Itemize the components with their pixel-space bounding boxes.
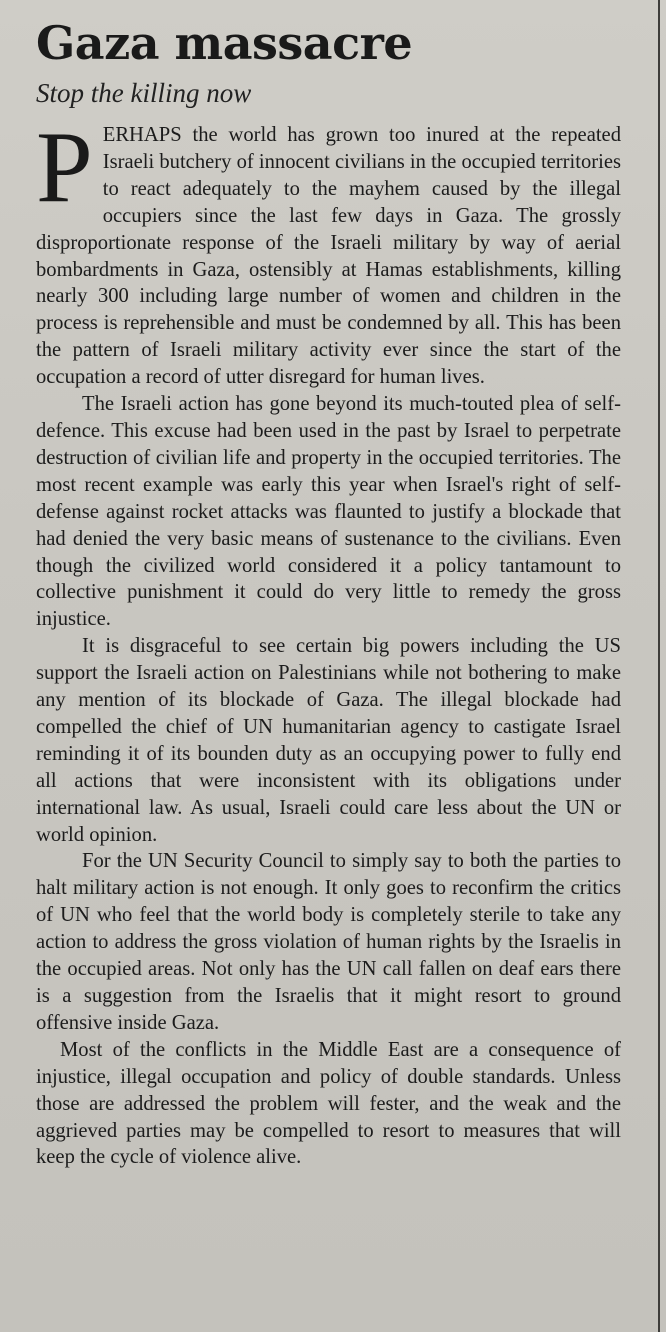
subheadline: Stop the killing now	[36, 78, 252, 108]
paragraph-4: For the UN Security Council to simply say to both the parties to halt military action is not enough. It only goes to reconfirm the critics of UN who feel that the world body is completely sterile to take any action to address the gross violation of human rights by the Israelis in the occupied areas. Not only has the UN call fallen on deaf ears there is a suggestion from the Israelis that it might resort to ground offensive inside Gaza.	[36, 850, 621, 1034]
paragraph-5: Most of the conflicts in the Middle East are a consequence of injustice, illegal occupation and policy of double standards. Unless those are addressed the problem will fester, and the weak and the aggrieved parties may be compelled to resort to measures that will keep the cycle of violence alive.	[36, 1038, 621, 1169]
column-rule	[658, 0, 660, 1332]
editorial-article	[36, 14, 621, 1171]
paragraph-2: The Israeli action has gone beyond its much-touted plea of self-defence. This excuse had been used in the past by Israel to perpetrate destruction of civilian life and property in the occupied territories. The most recent example was early this year when Israel's right of self-defense against rocket attacks was flaunted to justify a blockade that had denied the very basic means of sustenance to the civilians. Even though the civilized world considered it a policy tantamount to collective punishment it could do very little to remedy the gross injustice.	[36, 393, 621, 631]
paragraph-3: It is disgraceful to see certain big powers including the US support the Israeli action on Palestinians while not bothering to make any mention of its blockade of Gaza. The illegal blockade had compelled the chief of UN humanitarian agency to castigate Israel reminding it of its bounden duty as an occupying power to fully end all actions that were inconsistent with its obligations under international law. As usual, Israeli could care less about the UN or world opinion.	[36, 635, 621, 846]
headline: Gaza massacre	[36, 16, 413, 70]
paragraph-1	[36, 111, 621, 391]
paragraph-1-text: ERHAPS the world has grown too inured at the repeated Israeli butchery of innocent civilians in the occupied territories to react adequately to the mayhem caused by the illegal occupiers since the last few days in Gaza. The grossly disproportionate response of the Israeli military by way of aerial bombardments in Gaza, ostensibly at Hamas establishments, killing nearly 300 including large number of women and children in the process is reprehensible and must be condemned by all. This has been the pattern of Israeli military activity ever since the start of the occupation a record of utter disregard for human lives.	[36, 124, 621, 389]
drop-cap: P	[36, 111, 93, 224]
